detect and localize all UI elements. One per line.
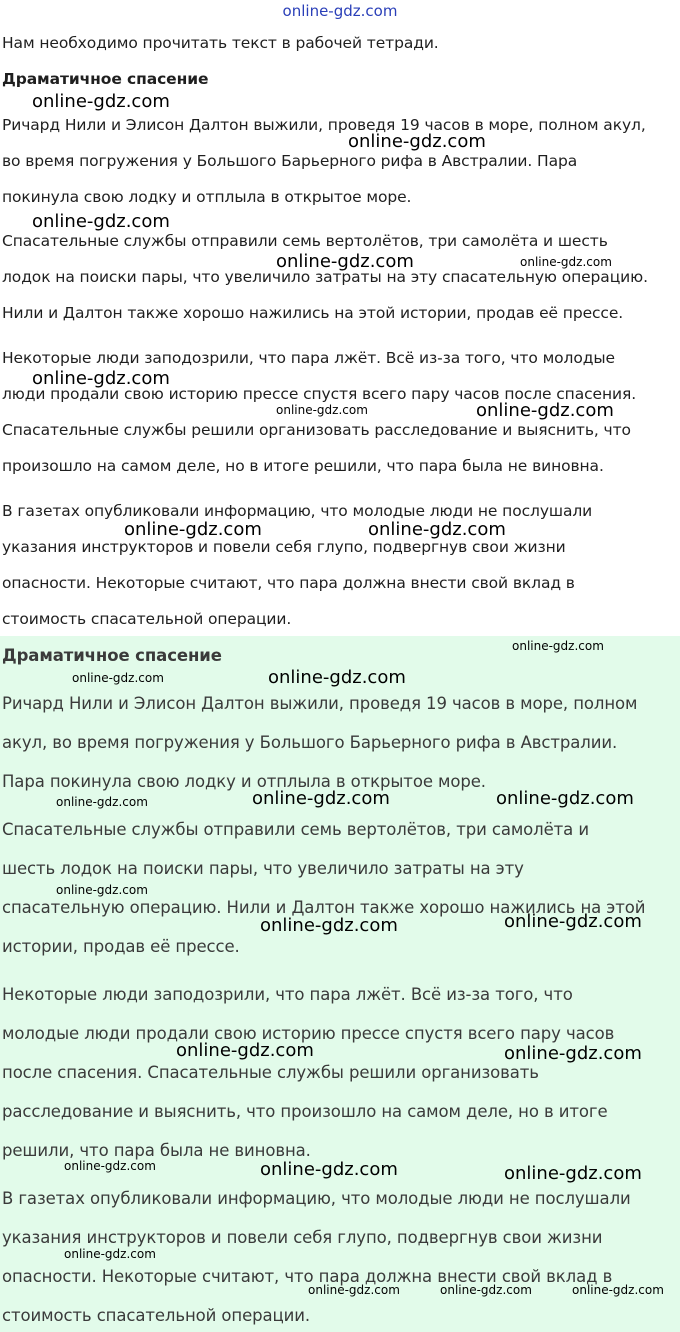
watermark: online-gdz.com bbox=[260, 1159, 398, 1180]
answer-line: молодые люди продали свою историю прессе спустя всего пару часов bbox=[2, 1024, 615, 1043]
answer-line: шесть лодок на поиски пары, что увеличило затраты на эту bbox=[2, 859, 524, 878]
original-line: произошло на самом деле, но в итоге решили, что пара была не виновна. bbox=[2, 457, 604, 475]
watermark: online-gdz.com bbox=[260, 915, 398, 936]
answer-line: стоимость спасательной операции. bbox=[2, 1306, 311, 1325]
original-title: Драматичное спасение bbox=[2, 70, 209, 88]
answer-line: указания инструкторов и повели себя глупо, подвергнув свои жизни bbox=[2, 1228, 603, 1247]
answer-line: В газетах опубликовали информацию, что молодые люди не послушали bbox=[2, 1189, 631, 1208]
answer-title: Драматичное спасение bbox=[2, 646, 222, 665]
watermark: online-gdz.com bbox=[72, 671, 164, 685]
original-line: Некоторые люди заподозрили, что пара лжёт. Всё из-за того, что молодые bbox=[2, 349, 615, 367]
watermark: online-gdz.com bbox=[124, 519, 262, 540]
watermark: online-gdz.com bbox=[56, 795, 148, 809]
answer-block bbox=[0, 636, 680, 1332]
original-line: указания инструкторов и повели себя глупо, подвергнув свои жизни bbox=[2, 538, 566, 556]
original-line: опасности. Некоторые считают, что пара должна внести свой вклад в bbox=[2, 574, 575, 592]
watermark: online-gdz.com bbox=[512, 639, 604, 653]
watermark: online-gdz.com bbox=[276, 251, 414, 272]
watermark: online-gdz.com bbox=[252, 788, 390, 809]
watermark: online-gdz.com bbox=[64, 1247, 156, 1261]
answer-line: после спасения. Спасательные службы решили организовать bbox=[2, 1063, 539, 1082]
answer-line: спасательную операцию. Нили и Далтон также хорошо нажились на этой bbox=[2, 898, 646, 917]
watermark: online-gdz.com bbox=[64, 1159, 156, 1173]
watermark: online-gdz.com bbox=[496, 788, 634, 809]
original-line: во время погружения у Большого Барьерного рифа в Австралии. Пара bbox=[2, 152, 578, 170]
watermark: online-gdz.com bbox=[32, 368, 170, 389]
answer-line: акул, во время погружения у Большого Барьерного рифа в Австралии. bbox=[2, 733, 618, 752]
watermark: online-gdz.com bbox=[176, 1040, 314, 1061]
answer-line: Некоторые люди заподозрили, что пара лжёт. Всё из-за того, что bbox=[2, 985, 573, 1004]
watermark: online-gdz.com bbox=[476, 400, 614, 421]
original-line: В газетах опубликовали информацию, что молодые люди не послушали bbox=[2, 502, 593, 520]
watermark: online-gdz.com bbox=[32, 211, 170, 232]
intro-text: Нам необходимо прочитать текст в рабочей тетради. bbox=[2, 34, 439, 52]
watermark: online-gdz.com bbox=[520, 255, 612, 269]
watermark: online-gdz.com bbox=[308, 1283, 400, 1297]
original-line: стоимость спасательной операции. bbox=[2, 610, 292, 628]
original-line: Ричард Нили и Элисон Далтон выжили, проведя 19 часов в море, полном акул, bbox=[2, 116, 646, 134]
answer-line: опасности. Некоторые считают, что пара должна внести свой вклад в bbox=[2, 1267, 613, 1286]
answer-line: Пара покинула свою лодку и отплыла в открытое море. bbox=[2, 772, 486, 791]
answer-line: расследование и выяснить, что произошло на самом деле, но в итоге bbox=[2, 1102, 608, 1121]
answer-line: решили, что пара была не виновна. bbox=[2, 1141, 311, 1160]
watermark: online-gdz.com bbox=[268, 667, 406, 688]
watermark: online-gdz.com bbox=[572, 1283, 664, 1297]
watermark: online-gdz.com bbox=[504, 1163, 642, 1184]
answer-line: истории, продав её прессе. bbox=[2, 937, 240, 956]
original-line: люди продали свою историю прессе спустя всего пару часов после спасения. bbox=[2, 385, 637, 403]
answer-line: Спасательные службы отправили семь вертолётов, три самолёта и bbox=[2, 820, 589, 839]
original-line: покинула свою лодку и отплыла в открытое море. bbox=[2, 188, 412, 206]
watermark: online-gdz.com bbox=[276, 403, 368, 417]
watermark: online-gdz.com bbox=[440, 1283, 532, 1297]
watermark: online-gdz.com bbox=[56, 883, 148, 897]
watermark: online-gdz.com bbox=[368, 519, 506, 540]
watermark: online-gdz.com bbox=[32, 91, 170, 112]
watermark: online-gdz.com bbox=[504, 1043, 642, 1064]
watermark: online-gdz.com bbox=[348, 131, 486, 152]
header-watermark[interactable]: online-gdz.com bbox=[282, 2, 398, 20]
original-line: Нили и Далтон также хорошо нажились на этой истории, продав её прессе. bbox=[2, 304, 624, 322]
original-line: лодок на поиски пары, что увеличило затраты на эту спасательную операцию. bbox=[2, 268, 648, 286]
original-line: Спасательные службы отправили семь вертолётов, три самолёта и шесть bbox=[2, 232, 608, 250]
watermark: online-gdz.com bbox=[504, 911, 642, 932]
original-line: Спасательные службы решили организовать расследование и выяснить, что bbox=[2, 421, 631, 439]
answer-line: Ричард Нили и Элисон Далтон выжили, проведя 19 часов в море, полном bbox=[2, 694, 638, 713]
